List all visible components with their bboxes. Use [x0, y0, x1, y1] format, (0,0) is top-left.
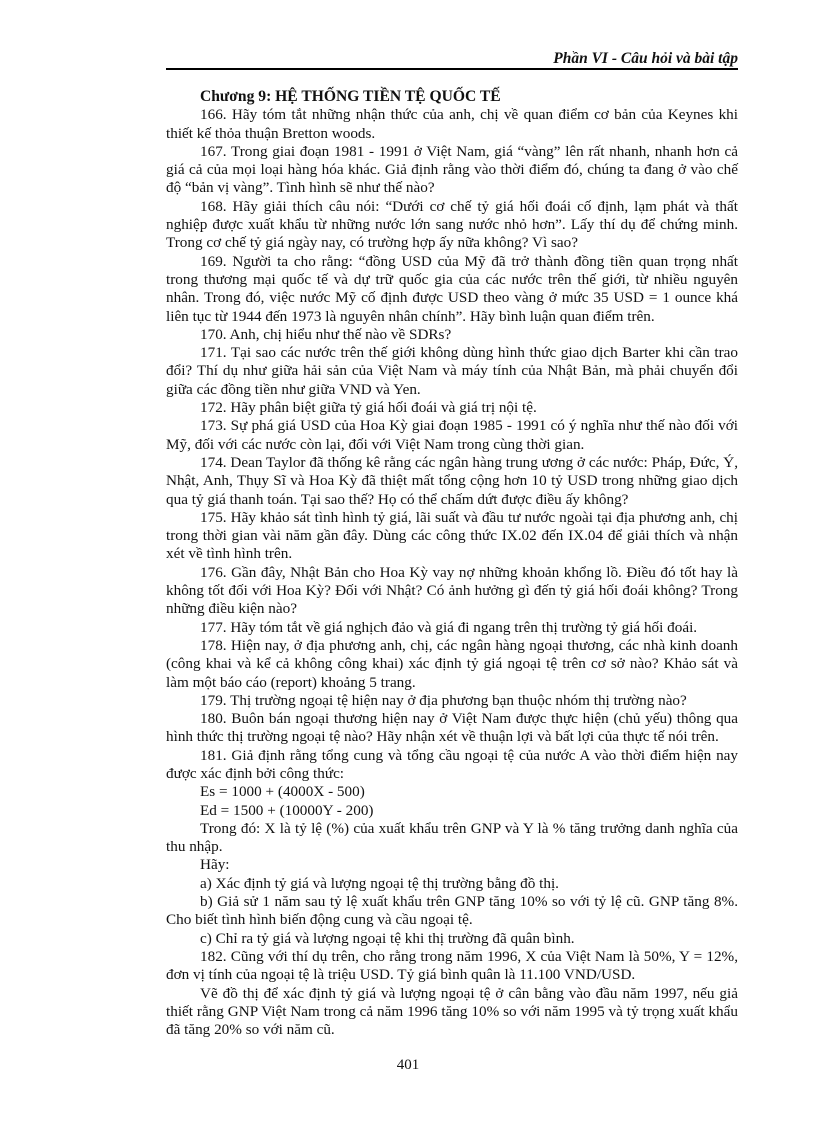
question-170: 170. Anh, chị hiểu như thế nào về SDRs? — [200, 325, 452, 343]
question-169: 169. Người ta cho rằng: “đồng USD của Mỹ đã trở thành đồng tiền quan trọng nhất trong thương mại quốc tế và dự trữ quốc gia của các nước trên thế giới, từ nhiều nguyên nhân. Trong đó, việc nước Mỹ cố định được USD theo vàng ở mức 35 USD = 1 ounce khá liên tục từ 1944 đến 1973 là nguyên nhân chính”. Hãy bình luận quan điểm trên. — [166, 252, 738, 325]
page-body — [166, 88, 738, 1039]
question-168: 168. Hãy giải thích câu nói: “Dưới cơ chế tỷ giá hối đoái cố định, lạm phát và thất nghiệp được xuất khẩu từ những nước lớn sang nước nhỏ hơn”. Lấy thí dụ để chứng minh. Trong cơ chế tỷ giá ngày nay, có trường hợp ấy nữa không? Vì sao? — [166, 197, 738, 252]
header-rule — [166, 68, 738, 70]
question-166: 166. Hãy tóm tắt những nhận thức của anh, chị về quan điểm cơ bản của Keynes khi thiết kế thỏa thuận Bretton woods. — [166, 106, 738, 142]
sub-item-b: b) Giả sử 1 năm sau tỷ lệ xuất khẩu trên GNP tăng 10% so với tỷ lệ cũ. GNP tăng 8%. Cho biết tình hình biến động cung và cầu ngoại tệ. — [166, 893, 738, 929]
question-175: 175. Hãy khảo sát tình hình tỷ giá, lãi suất và đầu tư nước ngoài tại địa phương anh, chị trong thời gian vài năm gần đây. Dùng các công thức IX.02 đến IX.04 để giải thích và nhận xét về tình hình trên. — [166, 508, 738, 563]
formula-supply: Es = 1000 + (4000X - 500) — [200, 783, 365, 801]
question-177: 177. Hãy tóm tắt về giá nghịch đảo và giá đi ngang trên thị trường tỷ giá hối đoái. — [200, 618, 698, 636]
question-180: 180. Buôn bán ngoại thương hiện nay ở Việt Nam được thực hiện (chủ yếu) thông qua hình thức thị trường ngoại tệ nào? Hãy nhận xét về thuận lợi và bất lợi của thực tế nói trên. — [166, 710, 738, 746]
hay-label: Hãy: — [200, 856, 230, 874]
question-174: 174. Dean Taylor đã thống kê rằng các ngân hàng trung ương ở các nước: Pháp, Đức, Ý, Nhật, Anh, Thụy Sĩ và Hoa Kỳ đã thiệt mất tổng cộng hơn 10 tỷ USD trong những giao dịch qua tỷ giá thanh toán. Tại sao thế? Họ có thể chấm dứt được điều ấy không? — [166, 453, 738, 508]
question-181: 181. Giả định rằng tổng cung và tổng cầu ngoại tệ của nước A vào thời điểm hiện nay được xác định bởi công thức: — [166, 746, 738, 782]
question-167: 167. Trong giai đoạn 1981 - 1991 ở Việt Nam, giá “vàng” lên rất nhanh, nhanh hơn cả giá cả của mọi loại hàng hóa khác. Giả định rằng vào thời điểm đó, chúng ta đang ở vào chế độ “bản vị vàng”. Tình hình sẽ như thế nào? — [166, 142, 738, 197]
question-171: 171. Tại sao các nước trên thế giới không dùng hình thức giao dịch Barter khi cần trao đổi? Thí dụ như giữa hải sản của Việt Nam và máy tính của Nhật Bản, mà phải chuyển đổi giữa các đồng tiền như giữa VND và Yen. — [166, 344, 738, 398]
sub-item-a: a) Xác định tỷ giá và lượng ngoại tệ thị trường bằng đồ thị. — [200, 874, 559, 892]
question-179: 179. Thị trường ngoại tệ hiện nay ở địa phương bạn thuộc nhóm thị trường nào? — [200, 691, 687, 709]
question-172: 172. Hãy phân biệt giữa tỷ giá hối đoái và giá trị nội tệ. — [200, 399, 537, 417]
question-176: 176. Gần đây, Nhật Bản cho Hoa Kỳ vay nợ những khoản khổng lồ. Điều đó tốt hay là không tốt đối với Hoa Kỳ? Đối với Nhật? Có ảnh hưởng gì đến tỷ giá hối đoái không? Trong những điều kiện nào? — [166, 563, 738, 618]
formula-demand: Ed = 1500 + (10000Y - 200) — [200, 801, 374, 819]
question-182: 182. Cũng với thí dụ trên, cho rằng trong năm 1996, X của Việt Nam là 50%, Y = 12%, đơn vị tính của ngoại tệ là triệu USD. Tỷ giá bình quân là 11.100 VND/USD. — [166, 947, 738, 984]
page-number: 401 — [396, 1057, 420, 1073]
question-178: 178. Hiện nay, ở địa phương anh, chị, các ngân hàng ngoại thương, các nhà kinh doanh (công khai và kể cả không công khai) xác định tỷ giá ngoại tệ trên cơ sở nào? Khảo sát và làm một báo cáo (report) khoảng 5 trang. — [166, 636, 738, 691]
sub-item-c: c) Chỉ ra tỷ giá và lượng ngoại tệ khi thị trường đã quân bình. — [200, 929, 575, 947]
formula-where: Trong đó: X là tỷ lệ (%) của xuất khẩu trên GNP và Y là % tăng trưởng danh nghĩa của thu nhập. — [166, 819, 738, 856]
question-173: 173. Sự phá giá USD của Hoa Kỳ giai đoạn 1985 - 1991 có ý nghĩa như thế nào đối với Mỹ, đối với các nước còn lại, đối với Việt Nam trong cùng thời gian. — [166, 417, 738, 453]
running-header: Phần VI - Câu hỏi và bài tập — [553, 50, 738, 67]
chapter-title: Chương 9: HỆ THỐNG TIỀN TỆ QUỐC TẾ — [200, 88, 501, 105]
question-182-task: Vẽ đồ thị để xác định tỷ giá và lượng ngoại tệ ở cân bằng vào đầu năm 1997, nếu giả thiết rằng GNP Việt Nam trong cả năm 1996 tăng 10% so với năm 1995 và tỷ trọng xuất khẩu đã tăng 20% so với năm cũ. — [166, 984, 738, 1039]
